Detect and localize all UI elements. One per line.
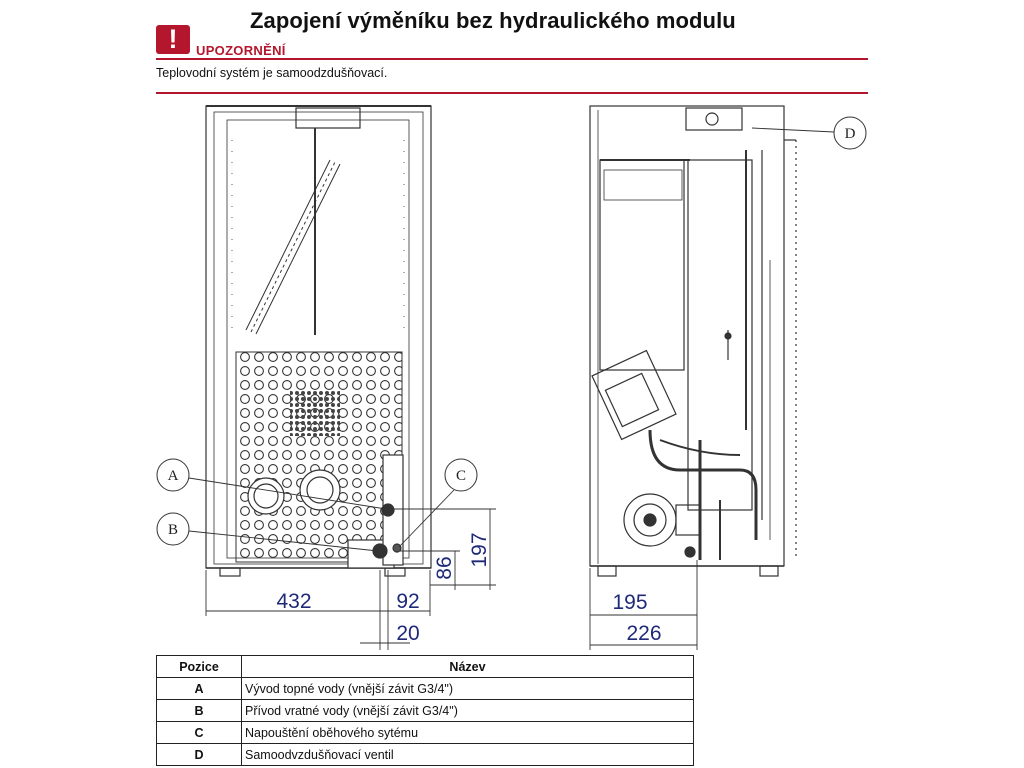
callout-c bbox=[399, 459, 477, 547]
dim-432: 432 bbox=[276, 590, 312, 613]
legend-header-row bbox=[157, 656, 694, 678]
table-row bbox=[157, 700, 694, 722]
svg-text:C: C bbox=[455, 468, 467, 484]
table-row bbox=[157, 722, 694, 744]
dim-92: 92 bbox=[396, 590, 420, 613]
callout-d bbox=[752, 117, 866, 149]
legend-name: Samoodvzdušňovací ventil bbox=[242, 744, 694, 766]
legend-header-name: Název bbox=[242, 656, 694, 678]
legend-name: Vývod topné vody (vnější závit G3/4") bbox=[242, 678, 694, 700]
dim-226: 226 bbox=[626, 622, 662, 645]
side-dimension-labels bbox=[612, 591, 661, 645]
legend-position: B bbox=[157, 700, 242, 722]
dim-197: 197 bbox=[468, 532, 491, 568]
dim-86: 86 bbox=[433, 556, 456, 580]
dim-195: 195 bbox=[612, 591, 648, 614]
legend-name: Napouštění oběhového sytému bbox=[242, 722, 694, 744]
legend-position: A bbox=[157, 678, 242, 700]
svg-text:B: B bbox=[167, 522, 179, 538]
warning-label: UPOZORNĚNÍ bbox=[196, 43, 286, 58]
side-view bbox=[590, 106, 796, 576]
svg-text:D: D bbox=[844, 126, 856, 142]
legend-table bbox=[156, 655, 694, 766]
warning-icon: ! bbox=[156, 25, 190, 54]
table-row bbox=[157, 744, 694, 766]
legend-name: Přívod vratné vody (vnější závit G3/4") bbox=[242, 700, 694, 722]
legend-position: C bbox=[157, 722, 242, 744]
legend-position: D bbox=[157, 744, 242, 766]
page-title: Zapojení výměníku bez hydraulického modulu bbox=[250, 8, 736, 33]
legend-header-position: Pozice bbox=[157, 656, 242, 678]
warning-note: Teplovodní systém je samoodzdušňovací. bbox=[156, 66, 388, 80]
dim-20: 20 bbox=[396, 622, 420, 645]
table-row bbox=[157, 678, 694, 700]
svg-text:A: A bbox=[167, 468, 179, 484]
rear-view bbox=[206, 106, 431, 576]
